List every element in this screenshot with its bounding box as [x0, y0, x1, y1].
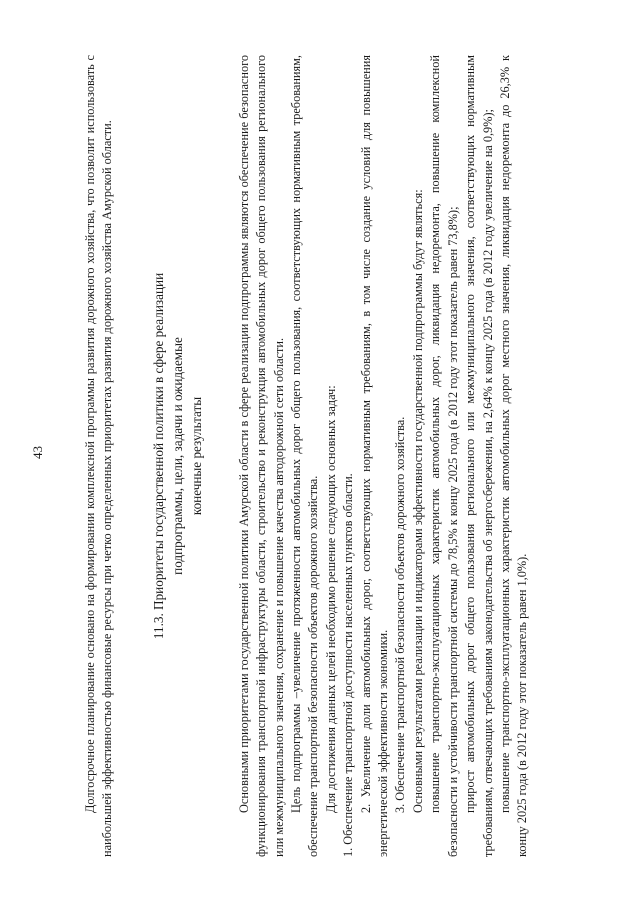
result-item-1: повышение транспортно-эксплуатационных характеристик автомобильных дорог, ликвидация недоремонта, повышение комплексной безопасности и устойчивости транспортной системы до 78,5% к концу 2025 года (в 2012 году этот показатель равен 73,8%); — [428, 55, 460, 857]
task-item-3: 3. Обеспечение транспортной безопасности объектов дорожного хозяйства. — [393, 416, 408, 813]
result-item-3: повышение транспортно-эксплуатационных характеристик автомобильных дорог местного значения, ликвидация недоремонта до 26,3% к концу 2025 года (в 2012 году этот показатель равен 1,0%). — [497, 55, 530, 857]
result-item-2: прирост автомобильных дорог общего пользования регионального или межмуниципального значения, соответствующих нормативным требованиям, отвечающих требованиям законодательства об энергосбережении, на 2,64% к концу 2025 года (в 2012 году увеличение на 0,9%); — [463, 55, 495, 857]
task-item-2: 2. Увеличение доли автомобильных дорог, соответствующих нормативным требованиям, в том числе создание условий для повышения энергетической эффективности экономики. — [358, 55, 391, 857]
page-number: 43 — [30, 446, 45, 459]
task-item-1: 1. Обеспечение транспортной доступности населенных пунктов области. — [341, 473, 356, 857]
section-heading-line-2: подпрограммы, цели, задачи и ожидаемые — [169, 337, 185, 575]
priorities-paragraph: Основными приоритетами государственной политики Амурской области в сфере реализации подпрограммы являются обеспечение безопасного функционирования транспортной инфраструктуры области, строительство и реконструкция автомобильных дорог общего пользования регионального или межмуниципального значения, сохранение и повышение качества автодорожной сети области. — [236, 55, 286, 857]
tasks-intro-paragraph: Для достижения данных целей необходимо решение следующих основных задач: — [323, 385, 338, 813]
section-heading — [149, 55, 206, 857]
results-intro-paragraph: Основными результатами реализации и индикаторами эффективности государственной подпрограммы будут являться: — [410, 189, 425, 813]
page-body — [82, 55, 532, 857]
intro-paragraph: Долгосрочное планирование основано на формировании комплексной программы развития дорожного хозяйства, что позволит использовать с наибольшей эффективностью финансовые ресурсы при четко определенных приоритетах развития дорожного хозяйства Амурской области. — [83, 55, 115, 857]
section-heading-line-3: конечные результаты — [188, 396, 204, 516]
goal-paragraph: Цель подпрограммы –увеличение протяженности автомобильных дорог общего пользования, соответствующих нормативным требованиям, обеспечение транспортной безопасности объектов дорожного хозяйства. — [289, 55, 321, 857]
section-heading-line-1: 11.3. Приоритеты государственной политики в сфере реализации — [150, 272, 166, 640]
